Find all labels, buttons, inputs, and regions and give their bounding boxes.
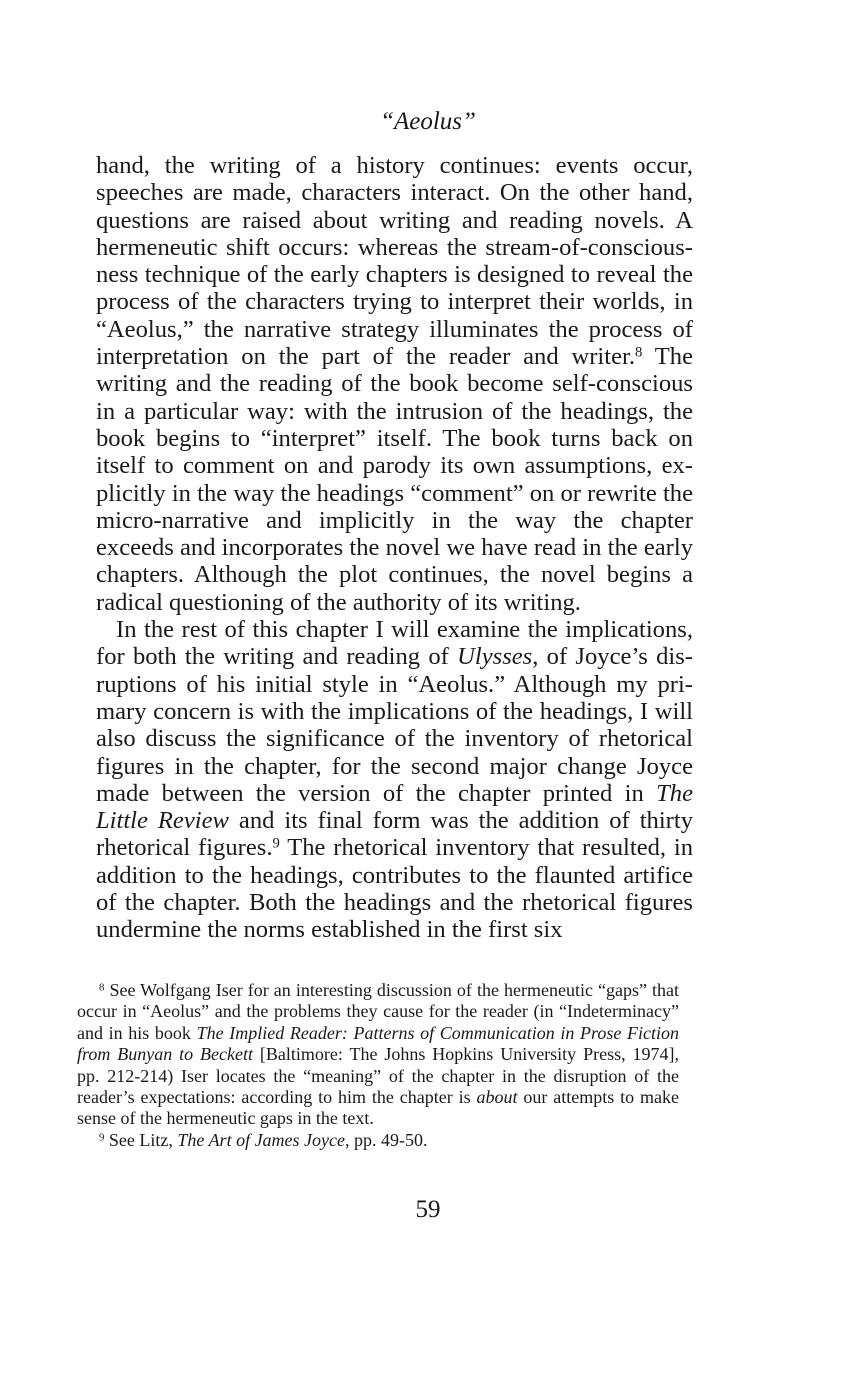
footnote-9-text-a: See Litz, [104, 1129, 178, 1150]
footnote-8-number: 8 [99, 981, 105, 994]
title-ulysses: Ulysses [457, 643, 533, 671]
footnote-ref-8: 8 [634, 344, 643, 361]
body-text [96, 152, 693, 944]
footnote-9-number: 9 [99, 1131, 105, 1144]
footnote-9 [77, 1130, 679, 1151]
paragraph-1-text-a: hand, the writing of a history continues: events occur, speeches are made, characters interact. On the other hand, questions are raised about writing and reading novels. A hermeneutic shift occurs: whereas the stream-of-consciousness technique of the early chapters is designed to reveal the process of the characters trying to interpret their worlds, in “Aeolus,” the narrative strategy illuminates the process of interpretation on the part of the reader and writer. [96, 152, 693, 371]
footnote-9-text-b: , pp. 49-50. [345, 1129, 428, 1150]
footnote-8-emphasis: about [476, 1087, 518, 1108]
paragraph-2-text-c: and its final form was the addition of thirty rhetorical figures. [96, 807, 693, 862]
footnote-8-text-a: See Wolfgang Iser for an interesting discussion of the hermeneutic “gaps” that occur in “Aeolus” and the problems they cause for the reader (in “Indeterminacy” and in his book [77, 980, 679, 1043]
paragraph-2-text-b: , of Joyce’s disruptions of his initial style in “Aeolus.” Although my primary concern is with the implications of the headings, I will also discuss the significance of the inventory of rhetorical figures in the chapter, for the second major change Joyce made between the version of the chapter printed in [96, 643, 693, 807]
footnote-8-book-title: The Implied Reader: Patterns of Communication in Prose Fiction from Bunyan to Beckett [77, 1022, 679, 1065]
running-head: “Aeolus” [380, 108, 476, 135]
paragraph-1-text-b: The writing and the reading of the book become self-conscious in a particular way: with the intrusion of the headings, the book begins to “interpret” itself. The book turns back on itself to comment on and parody its own assumptions, explicitly in the way the headings “comment” on or rewrite the micro-narrative and implicitly in the way the chapter exceeds and incorporates the novel we have read in the early chapters. Although the plot continues, the novel begins a radical questioning of the authority of its writing. [96, 343, 693, 616]
footnote-8-text-c: our attempts to make sense of the hermeneutic gaps in the text. [77, 1087, 679, 1129]
paragraph-2-text-a: In the rest of this chapter I will examine the implications, for both the writing and reading of [96, 616, 693, 671]
paragraph-2-text-d: The rhetorical inventory that resulted, in addition to the headings, contributes to the flaunted artifice of the chapter. Both the headings and the rhetorical figures undermine the norms established in the first six [96, 834, 694, 944]
page-number: 59 [415, 1196, 441, 1223]
footnote-8-text-b: [Baltimore: The Johns Hopkins University Press, 1974], pp. 212-214) Iser locates the “meaning” of the chapter in the disruption of the reader’s expectations: according to him the chapter is [77, 1044, 679, 1108]
footnote-9-book-title: The Art of James Joyce [177, 1129, 346, 1150]
footnotes [77, 980, 679, 1151]
title-little-review: The Little Review [96, 779, 693, 835]
paragraph-1 [96, 152, 693, 616]
paragraph-2 [96, 616, 693, 944]
footnote-8 [77, 980, 679, 1130]
footnote-ref-9: 9 [272, 836, 280, 853]
